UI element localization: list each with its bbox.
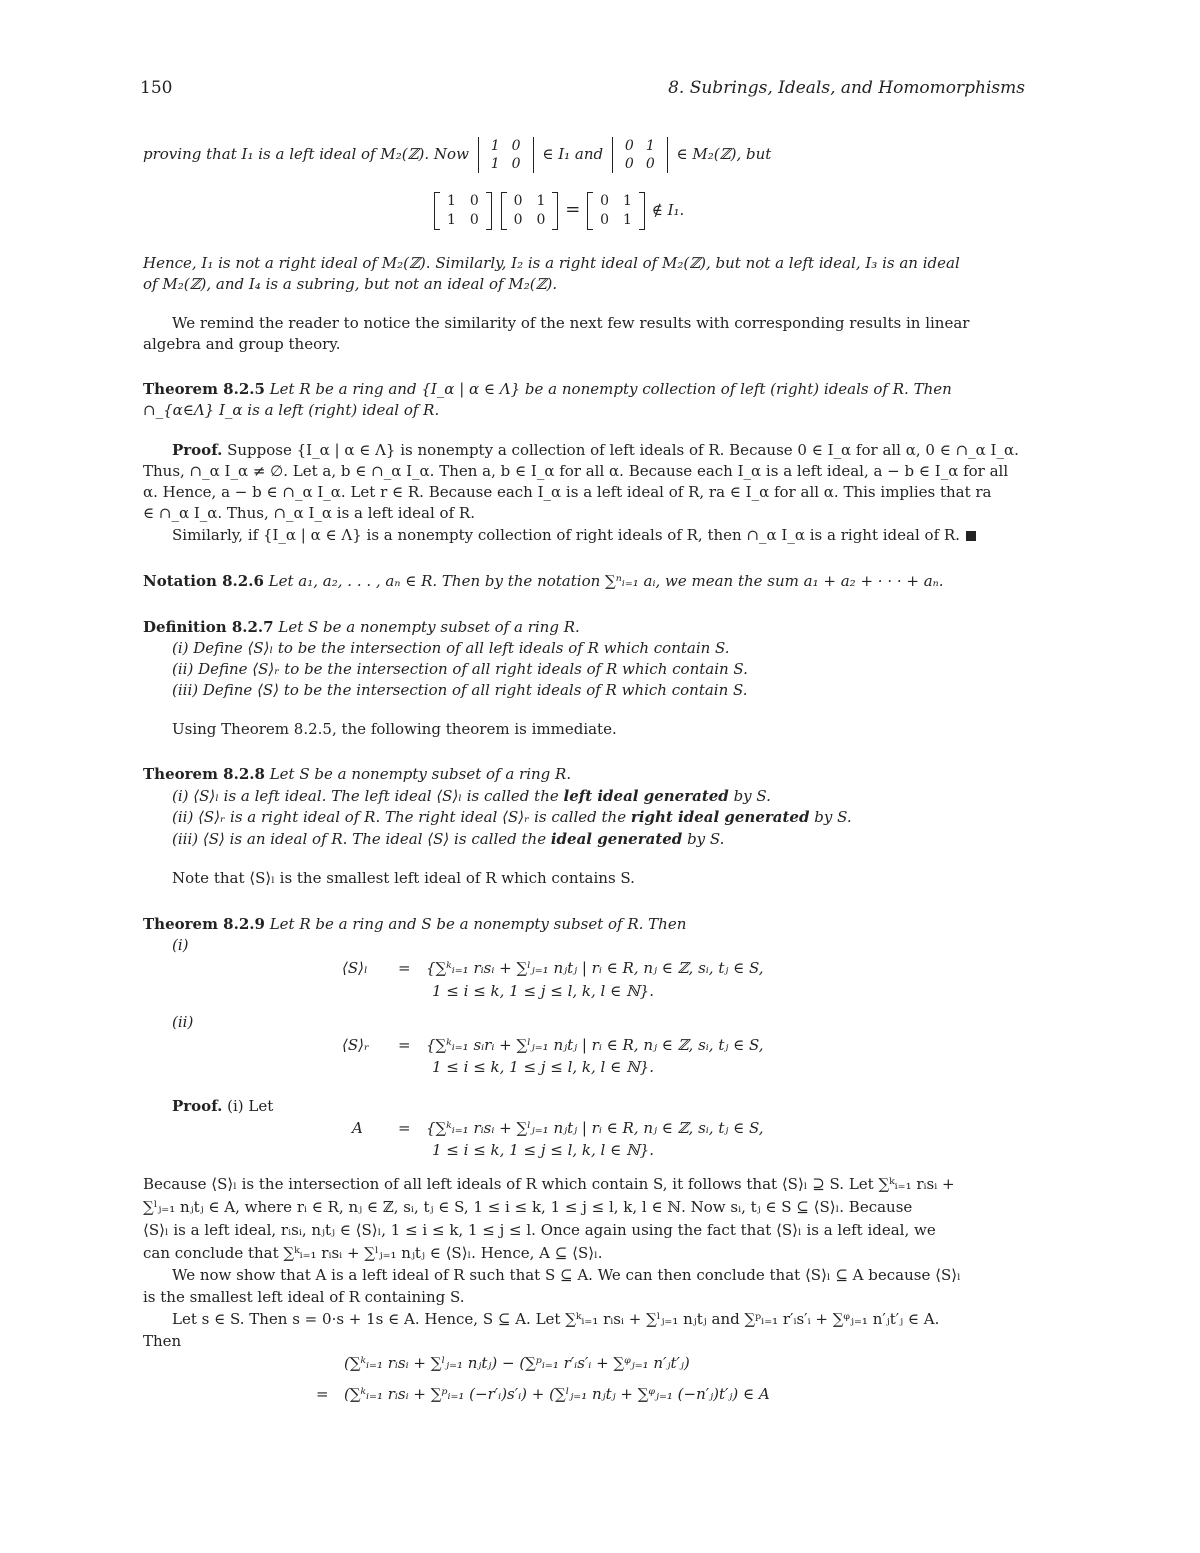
qed-icon	[966, 531, 976, 541]
proof-label: Proof.	[172, 441, 223, 459]
theorem-8-2-9	[143, 914, 1025, 934]
eq-left-ideal-rhs-2: 1 ≤ i ≤ k, 1 ≤ j ≤ l, k, l ∈ ℕ}.	[432, 982, 654, 1000]
remind-line-1: We remind the reader to notice the similarity of the next few results with corresponding results in linear	[172, 314, 970, 332]
final-eq-equals: =	[316, 1385, 329, 1403]
proof-line-1	[172, 440, 1054, 460]
theorem-829-item-ii-label: (ii)	[172, 1013, 194, 1031]
theorem-828-text: Let S be a nonempty subset of a ring R.	[269, 765, 572, 783]
proof-line-3: α. Hence, a − b ∈ ∩_α I_α. Let r ∈ R. Because each I_α is a left ideal of R, ra ∈ I_α for all α. This implies that ra	[143, 483, 992, 501]
proof-829-label: Proof.	[172, 1097, 223, 1115]
proof-line-2: Thus, ∩_α I_α ≠ ∅. Let a, b ∈ ∩_α I_α. Then a, b ∈ I_α for all α. Because each I_α is a left ideal, a − b ∈ I_α for all	[143, 462, 1009, 480]
eq-right-ideal-lhs: ⟨S⟩ᵣ	[342, 1036, 370, 1054]
item-text: by S.	[814, 808, 852, 826]
product-tail: ∉ I₁.	[651, 201, 685, 219]
final-eq-line-1: (∑ᵏᵢ₌₁ rᵢsᵢ + ∑ˡⱼ₌₁ nⱼtⱼ) − (∑ᵖᵢ₌₁ r′ᵢs′ᵢ + ∑ᵠⱼ₌₁ n′ⱼt′ⱼ)	[344, 1354, 690, 1372]
theorem-8-2-8	[143, 764, 1025, 784]
eq-A-lhs: A	[352, 1119, 363, 1137]
product-matrix-3: 0 1 0 1	[587, 192, 645, 230]
product-matrix-2: 0 1 0 0	[501, 192, 559, 230]
proof-829-line-2: ∑ˡⱼ₌₁ nⱼtⱼ ∈ A, where rᵢ ∈ R, nⱼ ∈ ℤ, sᵢ, tⱼ ∈ S, 1 ≤ i ≤ k, 1 ≤ j ≤ l, k, l ∈ ℕ. Now sᵢ, tⱼ ∈ S ⊆ ⟨S⟩ₗ. Because	[143, 1198, 913, 1216]
proof-829-let: (i) Let	[227, 1097, 274, 1115]
theorem-829-text: Let R be a ring and S be a nonempty subset of R. Then	[269, 915, 687, 933]
intro-text-a: proving that I₁ is a left ideal of M₂(ℤ). Now	[143, 145, 469, 163]
theorem-8-2-5	[143, 379, 1025, 399]
eq-right-ideal-rhs-2: 1 ≤ i ≤ k, 1 ≤ j ≤ l, k, l ∈ ℕ}.	[432, 1058, 654, 1076]
notation-8-2-6	[143, 571, 1025, 591]
eq-A-rhs-2: 1 ≤ i ≤ k, 1 ≤ j ≤ l, k, l ∈ ℕ}.	[432, 1141, 654, 1159]
eq-right-ideal-rhs-1: {∑ᵏᵢ₌₁ sᵢrᵢ + ∑ˡⱼ₌₁ nⱼtⱼ | rᵢ ∈ R, nⱼ ∈ ℤ, sᵢ, tⱼ ∈ S,	[426, 1036, 764, 1054]
matrix-product	[432, 192, 684, 230]
proof-text: Suppose {I_α | α ∈ Λ} is nonempty a collection of left ideals of R. Because 0 ∈ I_α for all α, 0 ∈ ∩_α I_α.	[227, 441, 1019, 459]
product-equals: =	[565, 199, 581, 220]
theorem-829-label: Theorem 8.2.9	[143, 915, 265, 933]
theorem-828-item-ii	[172, 807, 1054, 827]
proof-line-4: ∈ ∩_α I_α. Thus, ∩_α I_α is a left ideal of R.	[143, 504, 475, 522]
proof-829-line-4: can conclude that ∑ᵏᵢ₌₁ rᵢsᵢ + ∑ˡⱼ₌₁ nⱼtⱼ ∈ ⟨S⟩ₗ. Hence, A ⊆ ⟨S⟩ₗ.	[143, 1244, 603, 1262]
eq-left-ideal-rhs-1: {∑ᵏᵢ₌₁ rᵢsᵢ + ∑ˡⱼ₌₁ nⱼtⱼ | rᵢ ∈ R, nⱼ ∈ ℤ, sᵢ, tⱼ ∈ S,	[426, 959, 764, 977]
item-text: by S.	[687, 830, 725, 848]
theorem-828-item-iii	[172, 829, 1054, 849]
definition-8-2-7	[143, 617, 1025, 637]
proof-829-start	[172, 1096, 1054, 1116]
definition-label: Definition 8.2.7	[143, 618, 274, 636]
hence-line-1: Hence, I₁ is not a right ideal of M₂(ℤ). Similarly, I₂ is a right ideal of M₂(ℤ), but not a left ideal, I₃ is an ideal	[143, 254, 960, 272]
bold-term: ideal generated	[550, 830, 683, 848]
definition-item-iii: (iii) Define ⟨S⟩ to be the intersection of all right ideals of R which contain S.	[172, 681, 748, 699]
product-matrix-1: 1 0 1 0	[434, 192, 492, 230]
page-number: 150	[140, 78, 173, 98]
final-eq-line-2: (∑ᵏᵢ₌₁ rᵢsᵢ + ∑ᵖᵢ₌₁ (−r′ᵢ)s′ᵢ) + (∑ˡⱼ₌₁ nⱼtⱼ + ∑ᵠⱼ₌₁ (−n′ⱼ)t′ⱼ) ∈ A	[344, 1385, 770, 1403]
proof-829-line-6: is the smallest left ideal of R containing S.	[143, 1288, 465, 1306]
theorem-829-item-i-label: (i)	[172, 936, 189, 954]
matrix-a: 1 0 1 0	[478, 137, 534, 173]
theorem-label: Theorem 8.2.5	[143, 380, 265, 398]
item-text: (iii) ⟨S⟩ is an ideal of R. The ideal ⟨S⟩ is called the	[172, 830, 547, 848]
using-line: Using Theorem 8.2.5, the following theorem is immediate.	[172, 720, 617, 738]
theorem-828-label: Theorem 8.2.8	[143, 765, 265, 783]
intro-text-c: ∈ M₂(ℤ), but	[676, 145, 772, 163]
proof-829-line-5: We now show that A is a left ideal of R such that S ⊆ A. We can then conclude that ⟨S⟩ₗ ⊆ A because ⟨S⟩ₗ	[172, 1266, 961, 1284]
bold-term: left ideal generated	[563, 787, 729, 805]
note-line: Note that ⟨S⟩ₗ is the smallest left ideal of R which contains S.	[172, 869, 635, 887]
intro-line	[143, 137, 1025, 173]
eq-A-eq: =	[398, 1119, 411, 1137]
notation-text: Let a₁, a₂, . . . , aₙ ∈ R. Then by the notation ∑ⁿᵢ₌₁ aᵢ, we mean the sum a₁ + a₂ + · · · + aₙ.	[268, 572, 944, 590]
theorem-8-2-5-line-2: ∩_{α∈Λ} I_α is a left (right) ideal of R.	[143, 401, 440, 419]
matrix-b: 0 1 0 0	[612, 137, 668, 173]
item-text: by S.	[733, 787, 771, 805]
eq-left-ideal-lhs: ⟨S⟩ₗ	[342, 959, 368, 977]
bold-term: right ideal generated	[630, 808, 810, 826]
remind-line-2: algebra and group theory.	[143, 335, 341, 353]
definition-text: Let S be a nonempty subset of a ring R.	[278, 618, 580, 636]
eq-A-rhs-1: {∑ᵏᵢ₌₁ rᵢsᵢ + ∑ˡⱼ₌₁ nⱼtⱼ | rᵢ ∈ R, nⱼ ∈ ℤ, sᵢ, tⱼ ∈ S,	[426, 1119, 764, 1137]
theorem-828-item-i	[172, 786, 1054, 806]
eq-left-ideal-eq: =	[398, 959, 411, 977]
running-header: 8. Subrings, Ideals, and Homomorphisms	[668, 78, 1025, 98]
intro-text-b: ∈ I₁ and	[542, 145, 604, 163]
theorem-text: Let R be a ring and {I_α | α ∈ Λ} be a nonempty collection of left (right) ideals of R. Then	[269, 380, 952, 398]
notation-label: Notation 8.2.6	[143, 572, 264, 590]
definition-item-i: (i) Define ⟨S⟩ₗ to be the intersection of all left ideals of R which contain S.	[172, 639, 730, 657]
item-text: (i) ⟨S⟩ₗ is a left ideal. The left ideal ⟨S⟩ₗ is called the	[172, 787, 559, 805]
hence-line-2: of M₂(ℤ), and I₄ is a subring, but not an ideal of M₂(ℤ).	[143, 275, 558, 293]
definition-item-ii: (ii) Define ⟨S⟩ᵣ to be the intersection of all right ideals of R which contain S.	[172, 660, 748, 678]
proof-line-5	[172, 525, 1054, 545]
proof-829-line-7: Let s ∈ S. Then s = 0·s + 1s ∈ A. Hence, S ⊆ A. Let ∑ᵏᵢ₌₁ rᵢsᵢ + ∑ˡⱼ₌₁ nⱼtⱼ and ∑ᵖᵢ₌₁ r′ᵢs′ᵢ + ∑ᵠⱼ₌₁ n′ⱼt′ⱼ ∈ A.	[172, 1310, 940, 1328]
eq-right-ideal-eq: =	[398, 1036, 411, 1054]
proof-829-line-8: Then	[143, 1332, 182, 1350]
item-text: (ii) ⟨S⟩ᵣ is a right ideal of R. The right ideal ⟨S⟩ᵣ is called the	[172, 808, 627, 826]
proof-text-5: Similarly, if {I_α | α ∈ Λ} is a nonempty collection of right ideals of R, then ∩_α I_α is a right ideal of R.	[172, 526, 960, 544]
proof-829-line-1: Because ⟨S⟩ₗ is the intersection of all left ideals of R which contain S, it follows that ⟨S⟩ₗ ⊇ S. Let ∑ᵏᵢ₌₁ rᵢsᵢ +	[143, 1175, 955, 1193]
proof-829-line-3: ⟨S⟩ₗ is a left ideal, rᵢsᵢ, nⱼtⱼ ∈ ⟨S⟩ₗ, 1 ≤ i ≤ k, 1 ≤ j ≤ l. Once again using the fact that ⟨S⟩ₗ is a left ideal, we	[143, 1221, 936, 1239]
